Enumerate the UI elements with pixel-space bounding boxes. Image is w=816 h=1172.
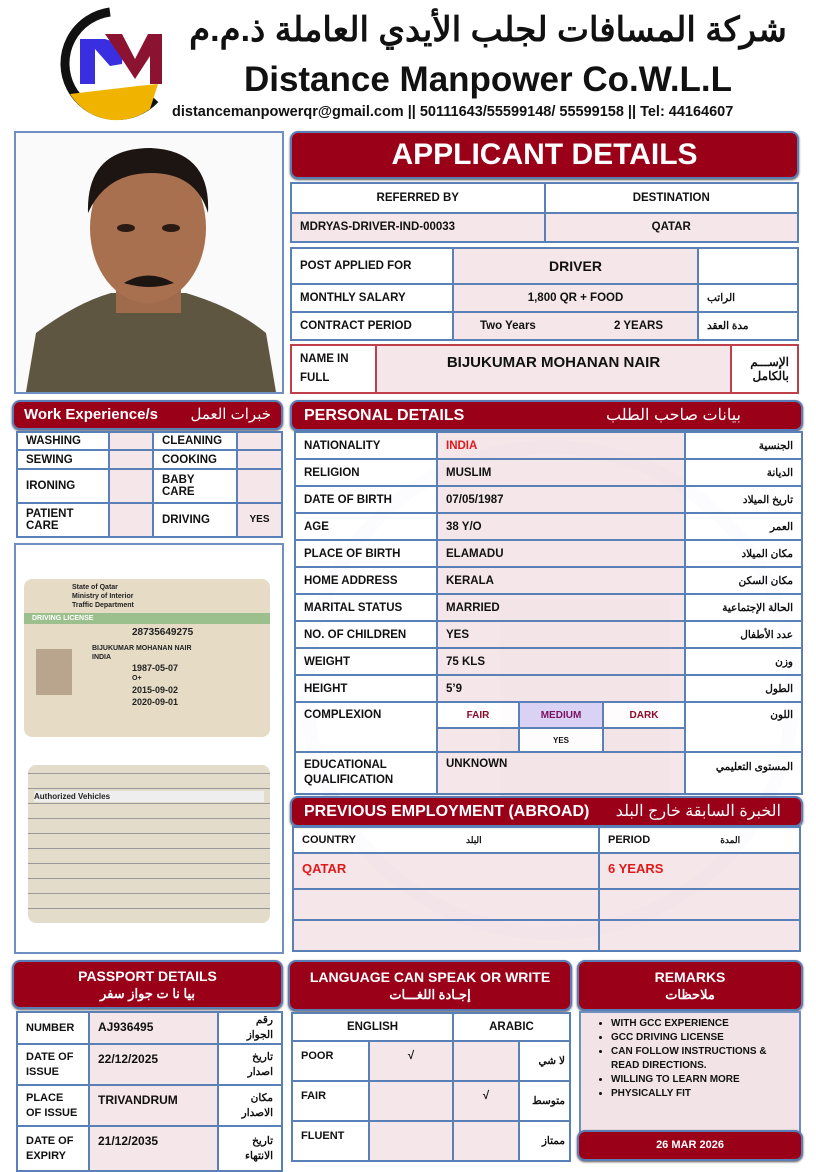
company-logo bbox=[50, 4, 168, 124]
company-contact: distancemanpowerqr@gmail.com || 50111643/55599148/ 55599158 || Tel: 44164607 bbox=[172, 104, 734, 120]
remarks-date bbox=[577, 1130, 803, 1161]
contract-words: Two Years bbox=[480, 320, 536, 332]
personal-label: NATIONALITY bbox=[295, 432, 437, 459]
company-title: Distance Manpower Co.W.L.L bbox=[243, 60, 733, 99]
personal-value: MUSLIM bbox=[437, 459, 685, 486]
language-level-ar: ممتاز bbox=[519, 1121, 570, 1161]
complexion-option-fair: FAIR bbox=[437, 702, 519, 728]
previous-employment-title-ar: الخبرة السابقة خارج البلد bbox=[615, 803, 781, 820]
applicant-details-title: APPLICANT DETAILS bbox=[391, 138, 698, 171]
personal-label: HEIGHT bbox=[295, 675, 437, 702]
personal-value: 38 Y/O bbox=[437, 513, 685, 540]
personal-value: KERALA bbox=[437, 567, 685, 594]
education-value: UNKNOWN bbox=[437, 752, 685, 794]
personal-label-ar: الحالة الإجتماعية bbox=[685, 594, 802, 621]
passport-label: NUMBER bbox=[17, 1012, 89, 1044]
complexion-mark bbox=[437, 728, 519, 752]
personal-label-ar: الطول bbox=[685, 675, 802, 702]
contract-value: 2 YEARS bbox=[613, 320, 663, 332]
personal-row bbox=[295, 594, 802, 621]
personal-label-ar: العمر bbox=[685, 513, 802, 540]
referral-table bbox=[290, 182, 799, 243]
education-label: EDUCATIONAL QUALIFICATION bbox=[295, 752, 437, 794]
personal-label: RELIGION bbox=[295, 459, 437, 486]
personal-row bbox=[295, 540, 802, 567]
applicant-photo bbox=[14, 131, 284, 394]
personal-row bbox=[295, 513, 802, 540]
personal-value: INDIA bbox=[437, 432, 685, 459]
previous-country bbox=[293, 920, 599, 951]
name-label: NAME IN FULL bbox=[291, 345, 376, 393]
referred-by-value: MDRYAS-DRIVER-IND-00033 bbox=[291, 213, 545, 243]
arabic-mark bbox=[453, 1121, 519, 1161]
skill-label: BABY CARE bbox=[153, 469, 237, 503]
personal-value: ELAMADU bbox=[437, 540, 685, 567]
previous-period bbox=[599, 920, 800, 951]
language-level-ar: متوسط bbox=[519, 1081, 570, 1121]
license-heading: DRIVING LICENSE bbox=[24, 613, 270, 624]
language-level-ar: لا شي bbox=[519, 1041, 570, 1081]
skill-value bbox=[237, 469, 282, 503]
applicant-details-header bbox=[290, 131, 799, 179]
arabic-mark bbox=[453, 1041, 519, 1081]
skill-label: COOKING bbox=[153, 450, 237, 468]
previous-employment-title: PREVIOUS EMPLOYMENT (ABROAD) bbox=[304, 803, 590, 820]
country-label: COUNTRY bbox=[302, 834, 356, 846]
personal-details-header bbox=[290, 400, 803, 431]
personal-row bbox=[295, 648, 802, 675]
salary-label: MONTHLY SALARY bbox=[291, 284, 453, 312]
work-row bbox=[17, 450, 282, 468]
license-first-issue: 2015-09-02 bbox=[132, 685, 179, 695]
skill-value bbox=[237, 450, 282, 468]
remark-item: • WITH GCC EXPERIENCE bbox=[611, 1017, 793, 1031]
passport-value: AJ936495 bbox=[89, 1012, 218, 1044]
education-label-ar: المستوى التعليمي bbox=[685, 752, 802, 794]
personal-label-ar: عدد الأطفال bbox=[685, 621, 802, 648]
personal-details-title: PERSONAL DETAILS bbox=[304, 407, 465, 424]
complexion-label-ar: اللون bbox=[685, 702, 802, 752]
skill-value: YES bbox=[237, 503, 282, 537]
full-name-table bbox=[290, 344, 799, 394]
personal-row bbox=[295, 432, 802, 459]
language-level: FLUENT bbox=[292, 1121, 369, 1161]
personal-row bbox=[295, 621, 802, 648]
complexion-mark: YES bbox=[519, 728, 603, 752]
personal-value: 75 KLS bbox=[437, 648, 685, 675]
license-country: State of Qatar bbox=[72, 584, 118, 591]
passport-row bbox=[17, 1012, 282, 1044]
skill-value bbox=[109, 469, 153, 503]
license-front bbox=[24, 579, 270, 737]
personal-label: PLACE OF BIRTH bbox=[295, 540, 437, 567]
name-label-ar: الإســـم بالكامل bbox=[731, 345, 798, 393]
company-arabic-title: شركة المسافات لجلب الأيدي العاملة ذ.م.م bbox=[189, 11, 787, 49]
passport-label-ar: رقم الجواز bbox=[218, 1012, 282, 1044]
language-title: LANGUAGE CAN SPEAK OR WRITE bbox=[309, 969, 551, 985]
driving-license-images bbox=[14, 543, 284, 954]
license-nat: INDIA bbox=[92, 654, 112, 661]
personal-label-ar: الديانة bbox=[685, 459, 802, 486]
remark-item: • PHYSICALLY FIT bbox=[611, 1087, 793, 1101]
personal-row bbox=[295, 459, 802, 486]
country-label-ar: البلد bbox=[465, 835, 482, 845]
remarks-title-ar: ملاحظات bbox=[665, 987, 715, 1002]
personal-label-ar: وزن bbox=[685, 648, 802, 675]
previous-employment-table bbox=[292, 826, 801, 952]
skill-label: CLEANING bbox=[153, 432, 237, 450]
skill-label: WASHING bbox=[17, 432, 109, 450]
work-row bbox=[17, 432, 282, 450]
license-dept: Traffic Department bbox=[72, 602, 134, 609]
personal-label-ar: مكان السكن bbox=[685, 567, 802, 594]
english-mark bbox=[369, 1081, 453, 1121]
personal-value: YES bbox=[437, 621, 685, 648]
personal-details-table bbox=[294, 431, 803, 793]
period-label-ar: المدة bbox=[720, 835, 741, 845]
remarks-body bbox=[579, 1011, 801, 1133]
personal-row bbox=[295, 486, 802, 513]
personal-label: NO. OF CHILDREN bbox=[295, 621, 437, 648]
period-label: PERIOD bbox=[608, 834, 651, 846]
salary-value: 1,800 QR + FOOD bbox=[453, 284, 698, 312]
english-mark: √ bbox=[369, 1041, 453, 1081]
license-name: BIJUKUMAR MOHANAN NAIR bbox=[92, 645, 192, 652]
remarks-title: REMARKS bbox=[654, 969, 726, 985]
passport-header bbox=[12, 960, 283, 1009]
personal-row bbox=[295, 675, 802, 702]
work-experience-title: Work Experience/s bbox=[24, 406, 158, 423]
skill-label: IRONING bbox=[17, 469, 109, 503]
work-experience-table bbox=[16, 431, 283, 538]
personal-label: HOME ADDRESS bbox=[295, 567, 437, 594]
passport-label-ar: مكان الاصدار bbox=[218, 1085, 282, 1126]
personal-label-ar: مكان الميلاد bbox=[685, 540, 802, 567]
language-level: POOR bbox=[292, 1041, 369, 1081]
previous-employment-header bbox=[290, 796, 803, 827]
previous-country bbox=[293, 889, 599, 920]
license-validity: 2020-09-01 bbox=[132, 697, 179, 707]
personal-label: AGE bbox=[295, 513, 437, 540]
passport-label-ar: تاريخ اصدار bbox=[218, 1044, 282, 1085]
work-experience-title-ar: خبرات العمل bbox=[190, 406, 271, 423]
license-blood: O+ bbox=[132, 675, 142, 682]
license-back bbox=[28, 765, 270, 923]
passport-value: TRIVANDRUM bbox=[89, 1085, 218, 1126]
personal-value: 07/05/1987 bbox=[437, 486, 685, 513]
skill-value bbox=[109, 503, 153, 537]
remark-item: • GCC DRIVING LICENSE bbox=[611, 1031, 793, 1045]
language-table bbox=[291, 1012, 571, 1162]
referred-by-label: REFERRED BY bbox=[291, 183, 545, 213]
passport-table bbox=[16, 1011, 283, 1165]
passport-row bbox=[17, 1044, 282, 1085]
arabic-mark: √ bbox=[453, 1081, 519, 1121]
license-number: 28735649275 bbox=[132, 627, 194, 638]
passport-label: PLACE OF ISSUE bbox=[17, 1085, 89, 1126]
english-mark bbox=[369, 1121, 453, 1161]
license-back-heading: Authorized Vehicles bbox=[34, 791, 264, 802]
language-header bbox=[288, 960, 572, 1011]
previous-period: 6 YEARS bbox=[599, 853, 800, 889]
passport-label: DATE OF EXPIRY bbox=[17, 1126, 89, 1171]
personal-details-title-ar: بيانات صاحب الطلب bbox=[606, 407, 741, 424]
language-row bbox=[292, 1121, 570, 1161]
remark-item: • WILLING TO LEARN MORE bbox=[611, 1073, 793, 1087]
post-label: POST APPLIED FOR bbox=[291, 248, 453, 284]
destination-label: DESTINATION bbox=[545, 183, 799, 213]
work-experience-header bbox=[12, 400, 283, 430]
personal-row bbox=[295, 567, 802, 594]
personal-label: WEIGHT bbox=[295, 648, 437, 675]
passport-label-ar: تاريخ الانتهاء bbox=[218, 1126, 282, 1171]
license-ministry: Ministry of Interior bbox=[72, 593, 134, 600]
skill-label: SEWING bbox=[17, 450, 109, 468]
skill-label: PATIENT CARE bbox=[17, 503, 109, 537]
previous-country: QATAR bbox=[293, 853, 599, 889]
remark-item: • CAN FOLLOW INSTRUCTIONS & READ DIRECTIONS. bbox=[611, 1045, 793, 1073]
skill-value bbox=[109, 432, 153, 450]
personal-value: MARRIED bbox=[437, 594, 685, 621]
remarks-date-text: 26 MAR 2026 bbox=[656, 1139, 724, 1151]
work-row bbox=[17, 469, 282, 503]
passport-label: DATE OF ISSUE bbox=[17, 1044, 89, 1085]
passport-row bbox=[17, 1126, 282, 1171]
contract-label: CONTRACT PERIOD bbox=[291, 312, 453, 340]
personal-label: MARITAL STATUS bbox=[295, 594, 437, 621]
passport-value: 21/12/2035 bbox=[89, 1126, 218, 1171]
full-name-value: BIJUKUMAR MOHANAN NAIR bbox=[376, 345, 731, 393]
passport-value: 22/12/2025 bbox=[89, 1044, 218, 1085]
passport-title: PASSPORT DETAILS bbox=[78, 968, 217, 984]
passport-row bbox=[17, 1085, 282, 1126]
job-table bbox=[290, 247, 799, 341]
remarks-header bbox=[577, 960, 803, 1011]
language-level: FAIR bbox=[292, 1081, 369, 1121]
license-dob: 1987-05-07 bbox=[132, 663, 179, 673]
personal-value: 5’9 bbox=[437, 675, 685, 702]
complexion-mark bbox=[603, 728, 685, 752]
skill-value bbox=[109, 450, 153, 468]
previous-period bbox=[599, 889, 800, 920]
skill-label: DRIVING bbox=[153, 503, 237, 537]
arabic-header: ARABIC bbox=[453, 1013, 570, 1041]
personal-label-ar: تاريخ الميلاد bbox=[685, 486, 802, 513]
skill-value bbox=[237, 432, 282, 450]
personal-label-ar: الجنسية bbox=[685, 432, 802, 459]
complexion-label: COMPLEXION bbox=[295, 702, 437, 752]
complexion-option-dark: DARK bbox=[603, 702, 685, 728]
personal-label: DATE OF BIRTH bbox=[295, 486, 437, 513]
destination-value: QATAR bbox=[545, 213, 799, 243]
work-row bbox=[17, 503, 282, 537]
language-row bbox=[292, 1081, 570, 1121]
language-title-ar: إجـادة اللغـــات bbox=[389, 987, 471, 1002]
post-value: DRIVER bbox=[453, 248, 698, 284]
english-header: ENGLISH bbox=[292, 1013, 453, 1041]
contract-label-ar: مدة العقد bbox=[698, 312, 798, 340]
language-row bbox=[292, 1041, 570, 1081]
salary-label-ar: الراتب bbox=[698, 284, 798, 312]
complexion-option-medium: MEDIUM bbox=[519, 702, 603, 728]
passport-title-ar: بيا نا ت جواز سفر bbox=[99, 986, 196, 1001]
